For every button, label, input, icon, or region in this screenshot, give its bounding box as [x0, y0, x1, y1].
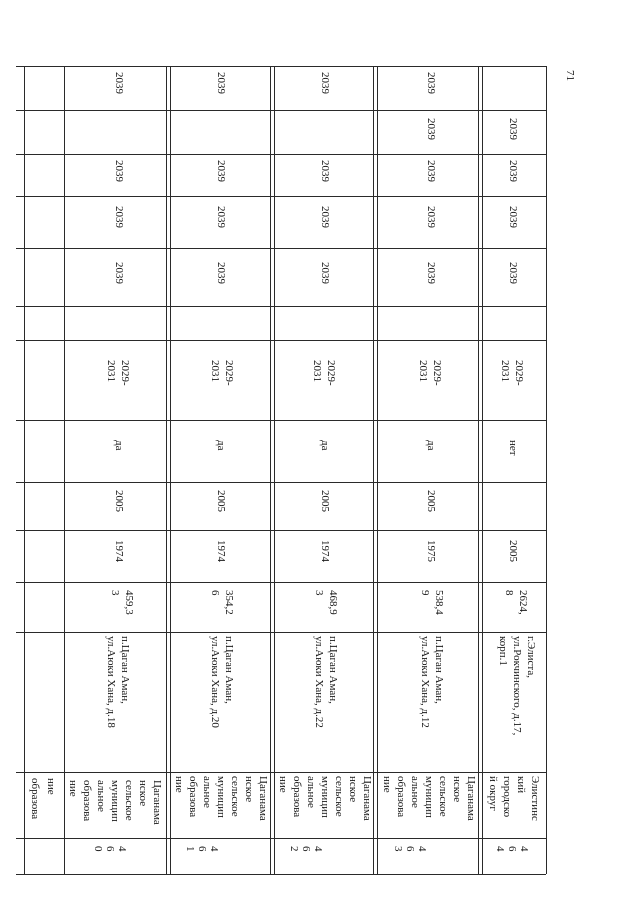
value-cell: 2039 — [425, 160, 437, 182]
municipality-cell: Цаганама нское сельское муницип альное образова ние — [381, 776, 477, 821]
header-label-line2: ние — [45, 778, 57, 795]
address-cell: п.Цаган Аман, ул.Аюки Хана, д.20 — [209, 636, 235, 728]
flag-cell: да — [425, 440, 437, 451]
value-cell: 2039 — [425, 118, 437, 140]
value-cell: 2039 — [113, 262, 125, 284]
row-separator — [373, 66, 374, 874]
value-cell: 2039 — [113, 72, 125, 94]
col-separator — [16, 482, 546, 483]
address-cell: п.Цаган Аман, ул.Аюки Хана, д.18 — [105, 636, 131, 728]
row-separator — [64, 66, 65, 874]
col-separator — [16, 196, 546, 197]
value-cell: 2039 — [425, 206, 437, 228]
value-cell: 2039 — [113, 160, 125, 182]
address-cell: п.Цаган Аман, ул.Аюки Хана, д.22 — [313, 636, 339, 728]
row-separator — [377, 66, 378, 874]
period-cell: 2029- 2031 — [417, 360, 443, 386]
area-cell: 538,4 9 — [419, 590, 445, 615]
value-cell: 2039 — [215, 206, 227, 228]
period-cell: 2029- 2031 — [311, 360, 337, 386]
area-cell: 2624, 8 — [503, 590, 529, 615]
year-renov-cell: 2005 — [425, 490, 437, 512]
row-separator — [478, 66, 479, 874]
year-renov-cell: 2005 — [215, 490, 227, 512]
period-cell: 2029- 2031 — [499, 360, 525, 386]
header-label-line1: образова — [29, 778, 41, 820]
header-label-2 — [44, 778, 58, 834]
row-number: 4 6 3 — [392, 846, 428, 858]
value-cell: 2039 — [507, 160, 519, 182]
table-border-bottom — [16, 874, 546, 875]
col-separator — [16, 306, 546, 307]
period-cell: 2029- 2031 — [209, 360, 235, 386]
value-cell: 2039 — [507, 206, 519, 228]
value-cell: 2039 — [319, 72, 331, 94]
col-separator — [16, 632, 546, 633]
value-cell: 2039 — [425, 262, 437, 284]
page-number: 71 — [564, 69, 576, 81]
area-cell: 468,9 3 — [313, 590, 339, 615]
year-built-cell: 1975 — [425, 540, 437, 562]
area-cell: 459,3 3 — [109, 590, 135, 615]
value-cell: 2039 — [319, 206, 331, 228]
year-renov-cell: 2005 — [113, 490, 125, 512]
col-separator — [16, 420, 546, 421]
col-separator — [16, 838, 546, 839]
value-cell: 2039 — [215, 72, 227, 94]
col-separator — [16, 110, 546, 111]
municipality-cell: Цаганама нское сельское муницип альное образова ние — [67, 780, 163, 825]
flag-cell: да — [113, 440, 125, 451]
value-cell: 2039 — [319, 160, 331, 182]
table-border-right — [546, 66, 547, 874]
year-built-cell: 1974 — [319, 540, 331, 562]
period-cell: 2029- 2031 — [105, 360, 131, 386]
header-label — [28, 778, 42, 834]
municipality-cell: Цаганама нское сельское муницип альное образова ние — [277, 776, 373, 821]
table-border-top — [16, 66, 546, 67]
municipality-cell: Элистинс кий городско й округ — [487, 776, 541, 821]
row-separator — [166, 66, 167, 874]
row-number: 4 6 0 — [92, 846, 128, 858]
value-cell: 2039 — [507, 118, 519, 140]
flag-cell: нет — [507, 440, 519, 456]
municipality-cell: Цаганама нское сельское муницип альное образова ние — [173, 776, 269, 821]
value-cell: 2039 — [215, 160, 227, 182]
value-cell: 2039 — [425, 72, 437, 94]
col-separator — [16, 530, 546, 531]
year-built-cell: 1974 — [113, 540, 125, 562]
flag-cell: да — [215, 440, 227, 451]
year-built-cell: 2005 — [507, 540, 519, 562]
row-number: 4 6 2 — [288, 846, 324, 858]
value-cell: 2039 — [319, 262, 331, 284]
address-cell: г.Элиста, ул.Рокчинского, д.17, корп.1 — [497, 636, 537, 736]
value-cell: 2039 — [215, 262, 227, 284]
row-separator — [170, 66, 171, 874]
table-border-left — [24, 66, 25, 874]
row-separator — [270, 66, 271, 874]
address-cell: п.Цаган Аман, ул.Аюки Хана, д.12 — [419, 636, 445, 728]
col-separator — [16, 582, 546, 583]
year-renov-cell: 2005 — [319, 490, 331, 512]
col-separator — [16, 248, 546, 249]
row-separator — [482, 66, 483, 874]
value-cell: 2039 — [507, 262, 519, 284]
col-separator — [16, 154, 546, 155]
col-separator — [16, 772, 546, 773]
row-number: 4 6 1 — [184, 846, 220, 858]
value-cell: 2039 — [113, 206, 125, 228]
flag-cell: да — [319, 440, 331, 451]
row-number: 4 6 4 — [494, 846, 530, 858]
row-separator — [274, 66, 275, 874]
area-cell: 354,2 6 — [209, 590, 235, 615]
year-built-cell: 1974 — [215, 540, 227, 562]
col-separator — [16, 340, 546, 341]
